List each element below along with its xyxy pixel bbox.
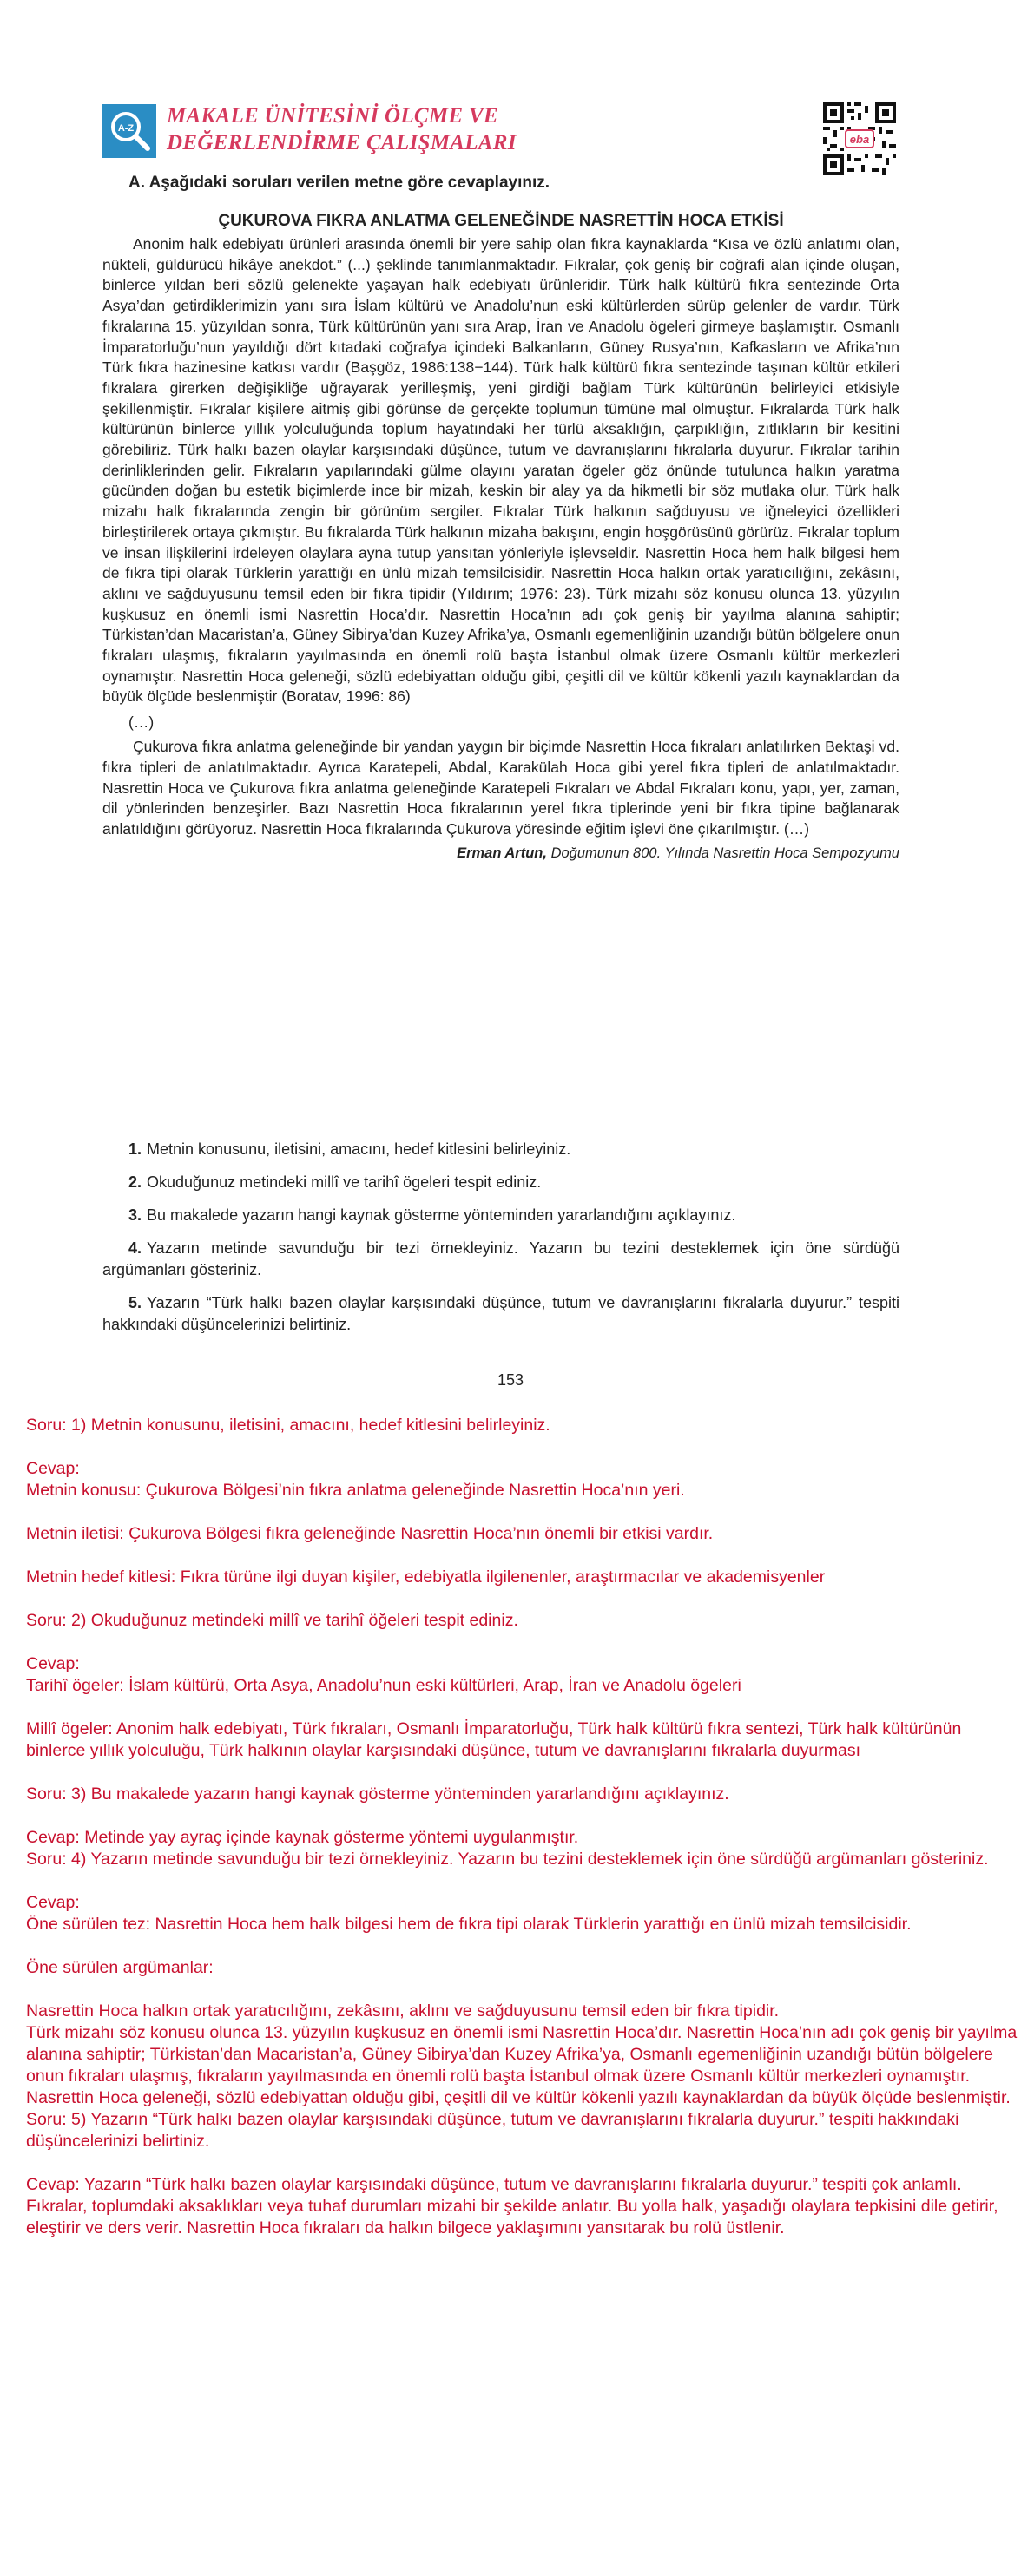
answer-message: Metnin iletisi: Çukurova Bölgesi fıkra geleneğinde Nasrettin Hoca’nın önemli bir etkisi vardır. [26,1524,714,1543]
instruction-text: A. Aşağıdaki soruları verilen metne göre cevaplayınız. [128,174,550,192]
page-number: 153 [497,1371,524,1389]
answer-arguments-title: Öne sürülen argümanlar: [26,1958,214,1977]
answer-question-4: Soru: 4) Yazarın metinde savunduğu bir tezi örnekleyiniz. Yazarın bu tezini desteklemek için öne sürdüğü argümanları gösteriniz. [26,1850,989,1869]
article-paragraph-1: Anonim halk edebiyatı ürünleri arasında önemli bir yere sahip olan fıkra kaynaklarda “Kısa ve özlü anlatımı olan, nükteli, güldürücü hikâye anekdot.” (...) şeklinde tanımlanmaktadır. Fıkralar, çok geniş bir coğrafi alan içinde oluşan, binlerce yıldan beri sözlü gelenekte yaşayan halk edebiyatı ürünleridir. Türk halk kültürü fıkra sentezinde Orta Asya’dan getirdiklerimizin yanı sıra İslam kültürü ve Anadolu’nun eski kültürlerden sürüp gelenler de vardır. Türk fıkralarına 15. yüzyıldan sonra, Türk kültürünün yanı sıra Arap, İran ve Anadolu ögeleri girmeye başlamıştır. Osmanlı İmparatorluğu’nun yayıldığı dört kıtadaki coğrafya içindeki Balkanların, Güney Rusya’nın, Kafkasların ve Afrika’nın Türk fıkra hazinesine katkısı vardır (Başgöz, 1986:138−144). Türk halk kültürü fıkra sentezinde taşınan kültür etkileri fıkralara girerken değişikliğe uğrayarak yerilleşmiş, yeni girdiği bağlam Türk kültürünün belirleyici etkisiyle şekillenmiştir. Fıkralar kişilere aitmiş gibi görünse de gerçekte toplumun tümüne mal olmuştur. Fıkralarda Türk halk kültürünün binlerce yıllık yolculuğunda toplum hayatındaki her türlü aksaklığın, çarpıklığın, zıtlıkların bir kesitini görebiliriz. Türk halkı bazen olaylar karşısındaki düşünce, tutum ve davranışlarını fıkralarla duyurur. Fıkralar tarihin derinliklerinden gelir. Fıkraların yapılarındaki gülme olayını yaratan ögeler göz önünde tutulunca halkın yaratma gücünden doğan bu estetik biçimlerde ince bir mizah, keskin bir alay ya da hikmetli bir söz mutlaka olur. Türk halk mizahı halk fıkralarında zengin bir görünüm sergiler. Fıkralar Türk halkının sağduyusu ve iğneleyici özellikleri birleştirilerek ortaya çıkmıştır. Bu fıkralarda Türk halkının mizaha bakışını, engin hoşgörüsünü görürüz. Fıkralar toplum ve insan ilişkilerini irdeleyen olaylara ayna tutup yansıtan yönleriyle işlevseldir. Nasrettin Hoca hem halk bilgesi hem de fıkra tipi olarak Türklerin yarattığı en ünlü mizah temsilcisidir. Nasrettin Hoca halkın ortak yaratıcılığını, zekâsını, aklını ve sağduyusunu temsil eden bir fıkra tipidir (Yıldırım; 1976: 23). Türk mizahı söz konusu olunca 13. yüzyılın kuşkusuz en önemli ismi Nasrettin Hoca’dır. Nasrettin Hoca’nın adı çok geniş bir yayılma alanına sahiptir; Türkistan’dan Macaristan’a, Güney Sibirya’dan Kuzey Afrika’ya, Osmanlı egemenliğinin uzandığı bütün bölgelere onun fıkraları ulaşmış, fıkraların yayılmasında en önemli rolü başta İstanbul olmak üzere Osmanlı kültür merkezleri oynamıştır. Nasrettin Hoca geleneği, sözlü edebiyattan olduğu gibi, çeşitli dil ve kültür kökenli yazılı kaynaklardan da büyük ölçüde beslenmiştir (Boratav, 1996: 86) [102,235,899,706]
source-work: Doğumunun 800. Yılında Nasrettin Hoca Sempozyumu [550,844,899,861]
answer-question-5: Soru: 5) Yazarın “Türk halkı bazen olaylar karşısındaki düşünce, tutum ve davranışlarını fıkralarla duyurur.” tespiti hakkındaki düşüncelerinizi belirtiniz. [26,2110,959,2151]
page-header [102,101,901,170]
answer-national: Millî ögeler: Anonim halk edebiyatı, Türk fıkraları, Osmanlı İmparatorluğu, Türk halk kültürü fıkra sentezi, Türk halk kültürünün binlerce yıllık yolculuğu, Türk halkının olaylar karşısındaki düşünce, tutum ve davranışlarını fıkralarla duyurması [26,1719,962,1760]
question-item: 1. Metnin konusunu, iletisini, amacını, hedef kitlesini belirleyiniz. [128,1140,571,1158]
answer-question-2: Soru: 2) Okuduğunuz metindeki millî ve tarihî öğeleri tespit ediniz. [26,1611,518,1630]
answer-argument: Türk mizahı söz konusu olunca 13. yüzyılın kuşkusuz en önemli ismi Nasrettin Hoca’dır. Nasrettin Hoca’nın adı çok geniş bir yayılma alanına sahiptir; Türkistan’dan Macaristan’a, Güney Sibirya’dan Kuzey Afrika’ya, Osmanlı egemenliğinin uzandığı bütün bölgelere onun fıkraları ulaşmış, fıkraların yayılmasında en önemli rolü başta İstanbul olmak üzere Osmanlı kültür merkezleri oynamıştır. [26,2023,1018,2086]
answer-5: Cevap: Yazarın “Türk halkı bazen olaylar karşısındaki düşünce, tutum ve davranışlarını fıkralarla duyurur.” tespiti çok anlamlı. Fıkralar, toplumdaki aksaklıkları veya tuhaf durumları mizahi bir şekilde anlatır. Bu yolla halk, yaşadığı olaylara tepkisini dile getirir, eleştirir ve ders verir. Nasrettin Hoca fıkraları da halkın bilgece yaklaşımını yansıtarak bu rolü üstlenir. [26,2175,998,2238]
question-item: 2. Okuduğunuz metindeki millî ve tarihî ögeleri tespit ediniz. [128,1173,542,1191]
section-title-line1: MAKALE ÜNİTESİNİ ÖLÇME VE [167,104,498,128]
answer-historical: Tarihî ögeler: İslam kültürü, Orta Asya, Anadolu’nun eski kültürleri, Arap, İran ve Anadolu ögeleri [26,1676,741,1695]
answer-label-4: Cevap: [26,1893,80,1912]
answers-section [26,1415,1021,2239]
article-title: ÇUKUROVA FIKRA ANLATMA GELENEĞİNDE NASRETTİN HOCA ETKİSİ [218,212,784,230]
svg-text:eba: eba [849,133,870,146]
answer-thesis: Öne sürülen tez: Nasrettin Hoca hem halk bilgesi hem de fıkra tipi olarak Türklerin yarattığı en ünlü mizah temsilcisidir. [26,1915,912,1934]
answer-argument: Nasrettin Hoca geleneği, sözlü edebiyattan olduğu gibi, çeşitli dil ve kültür kökenli yazılı kaynaklardan da büyük ölçüde beslenmiştir. [26,2088,1011,2107]
article [102,212,899,862]
answer-topic: Metnin konusu: Çukurova Bölgesi’nin fıkra anlatma geleneğinde Nasrettin Hoca’nın yeri. [26,1481,685,1500]
section-title-line2: DEĞERLENDİRME ÇALIŞMALARI [167,131,517,154]
answer-argument: Nasrettin Hoca halkın ortak yaratıcılığını, zekâsını, aklını ve sağduyusunu temsil eden bir fıkra tipidir. [26,2001,780,2021]
answer-label-1: Cevap: [26,1459,80,1478]
answer-3: Cevap: Metinde yay ayraç içinde kaynak gösterme yöntemi uygulanmıştır. [26,1828,579,1847]
answer-audience: Metnin hedef kitlesi: Fıkra türüne ilgi duyan kişiler, edebiyatla ilgilenenler, araştırmacılar ve akademisyenler [26,1567,826,1587]
question-item: 5. Yazarın “Türk halkı bazen olaylar karşısındaki düşünce, tutum ve davranışlarını fıkralarla duyurur.” tespiti hakkındaki düşüncelerinizi belirtiniz. [102,1294,899,1333]
dictionary-magnifier-icon [102,104,156,158]
svg-text:A-Z: A-Z [117,123,135,134]
question-item: 3. Bu makalede yazarın hangi kaynak gösterme yönteminden yararlandığını açıklayınız. [128,1206,736,1224]
qr-code-icon[interactable] [821,101,898,177]
question-item: 4. Yazarın metinde savunduğu bir tezi örnekleyiniz. Yazarın bu tezini desteklemek için öne sürdüğü argümanları gösteriniz. [102,1239,899,1278]
article-ellipsis: (…) [128,713,155,732]
article-paragraph-2: Çukurova fıkra anlatma geleneğinde bir yandan yaygın bir biçimde Nasrettin Hoca fıkraları anlatılırken Bektaşi vd. fıkra tipleri de anlatılmaktadır. Ayrıca Karatepeli, Abdal, Karakülah Hoca gibi yerel fıkra tipleri de anlatılmaktadır. Nasrettin Hoca ve Çukurova fıkra anlatma geleneğinde Karatepeli Fıkraları ve Abdal Fıkraları konu, yapı, yer, zaman, dil yönlerinden benzeşirler. Bazı Nasrettin Hoca fıkralarının yerel fıkra tiplerinde yeni bir fıkra tipine bağlanarak anlatıldığını görüyoruz. Nasrettin Hoca fıkralarında Çukurova yöresinde eğitim işlevi öne çıkarılmıştır. (…) [102,738,899,838]
section-title [167,102,517,156]
answer-question-1: Soru: 1) Metnin konusunu, iletisini, amacını, hedef kitlesini belirleyiniz. [26,1416,550,1435]
question-list [102,1139,899,1347]
answer-label-2: Cevap: [26,1654,80,1673]
article-source [102,845,899,862]
answer-question-3: Soru: 3) Bu makalede yazarın hangi kaynak gösterme yönteminden yararlandığını açıklayınız. [26,1784,729,1804]
source-author: Erman Artun, [457,844,547,861]
